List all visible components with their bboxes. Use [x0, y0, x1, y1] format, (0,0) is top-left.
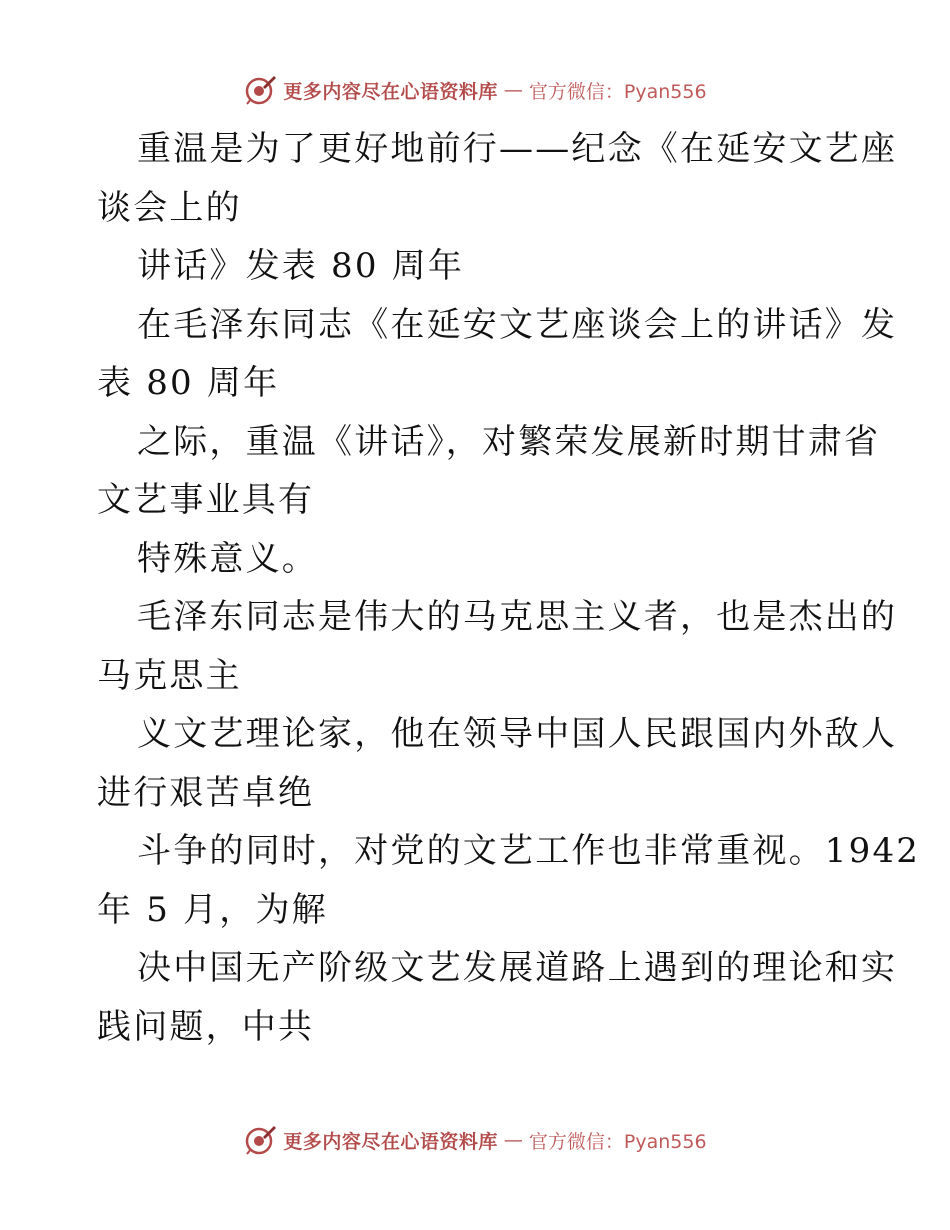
footer-wechat-id: 官方微信：Pyan556	[528, 1130, 707, 1153]
header-wechat-id: 官方微信：Pyan556	[528, 80, 707, 103]
text-line: 年 5 月，为解	[97, 889, 328, 930]
text-line: 决中国无产阶级文艺发展道路上遇到的理论和实	[137, 948, 898, 988]
pen-logo-icon	[243, 1123, 277, 1157]
text-line: 文艺事业具有	[97, 480, 315, 520]
text-line: 特殊意义。	[137, 538, 318, 579]
footer-banner-text: 更多内容尽在心语资料库	[283, 1130, 498, 1153]
text-line: 斗争的同时，对党的文艺工作也非常重视。1942	[137, 831, 921, 871]
text-line: 义文艺理论家，他在领导中国人民跟国内外敌人	[137, 714, 898, 754]
text-line: 表 80 周年	[97, 363, 280, 403]
pen-logo-icon	[243, 73, 277, 107]
text-line: 谈会上的	[97, 187, 242, 228]
footer-banner-dash: —	[503, 1129, 523, 1151]
text-line: 之际，重温《讲话》，对繁荣发展新时期甘肃省	[137, 421, 881, 462]
text-line: 进行艰苦卓绝	[97, 772, 315, 813]
header-banner-dash: —	[503, 79, 523, 101]
header-watermark-banner	[0, 70, 950, 110]
text-line: 讲话》发表 80 周年	[137, 246, 465, 286]
footer-watermark-banner	[0, 1120, 950, 1160]
text-line: 重温是为了更好地前行——纪念《在延安文艺座	[137, 129, 898, 169]
header-banner-text: 更多内容尽在心语资料库	[283, 80, 498, 103]
text-line: 马克思主	[97, 655, 242, 696]
text-line: 毛泽东同志是伟大的马克思主义者，也是杰出的	[137, 597, 898, 637]
document-body	[97, 120, 921, 1056]
text-line: 在毛泽东同志《在延安文艺座谈会上的讲话》发	[137, 304, 898, 345]
text-line: 践问题，中共	[97, 1006, 315, 1047]
